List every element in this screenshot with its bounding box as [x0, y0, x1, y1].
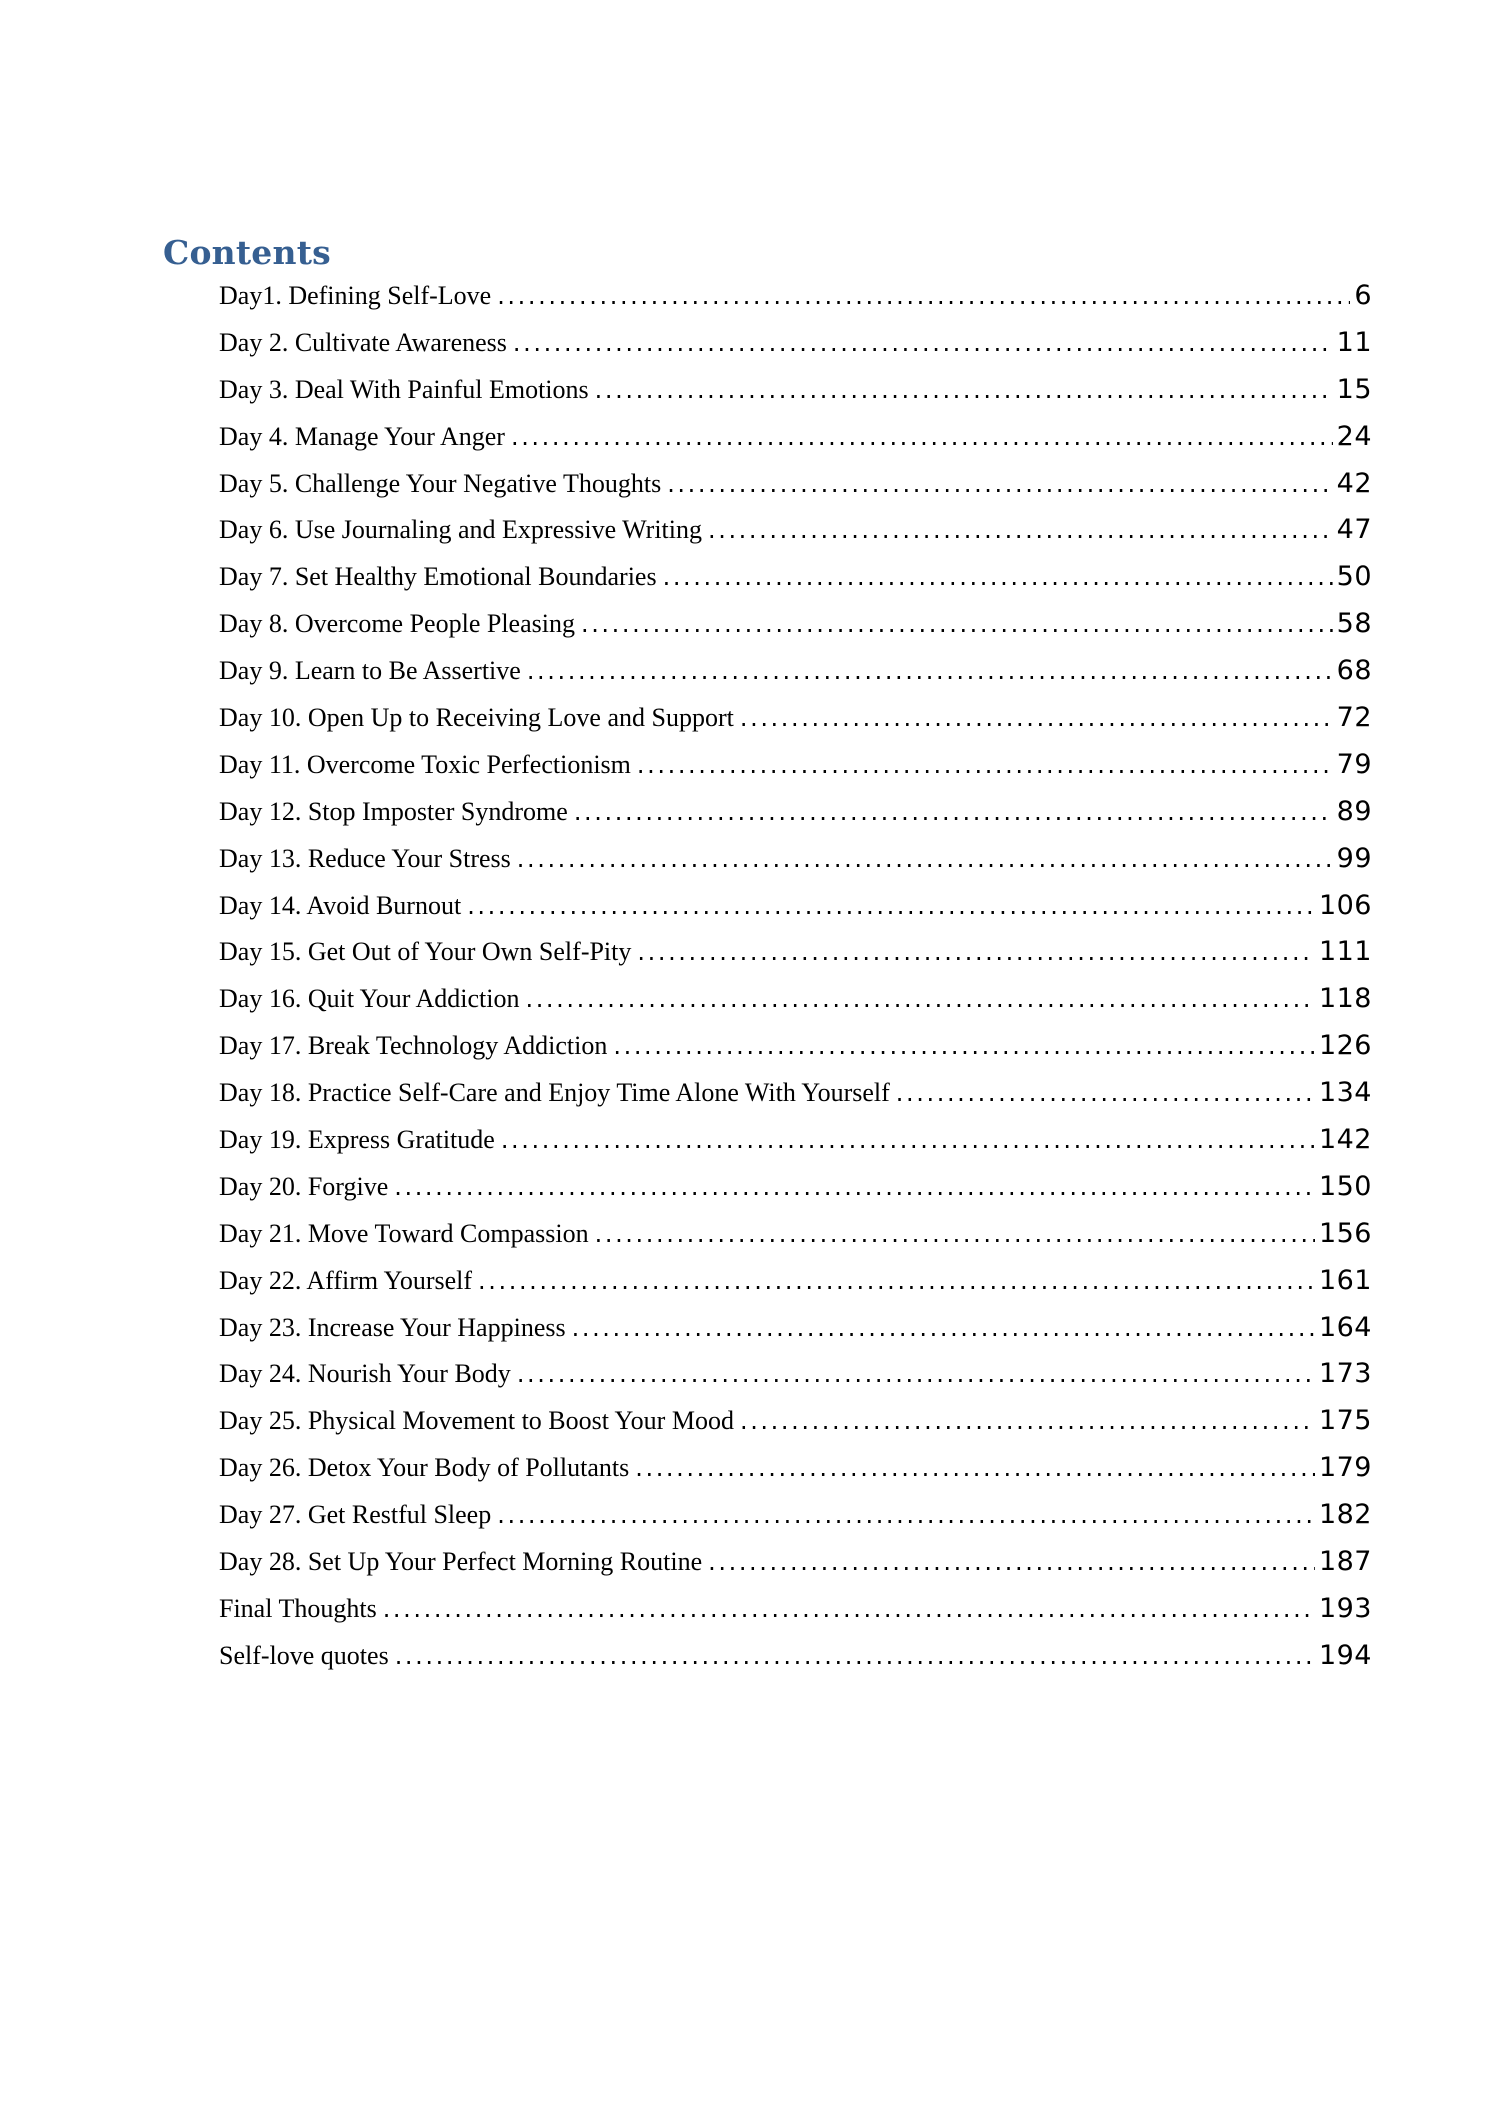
toc-entry[interactable]: [219, 796, 1372, 843]
toc-entry[interactable]: [219, 749, 1372, 796]
toc-entry-page-number: 179: [1318, 1452, 1372, 1484]
toc-entry[interactable]: [219, 608, 1372, 655]
toc-entry-page-number: 173: [1318, 1358, 1372, 1390]
toc-entry-title: Day 20. Forgive: [219, 1171, 389, 1201]
dot-leader: [613, 1034, 1315, 1058]
toc-entry[interactable]: [219, 1452, 1372, 1499]
dot-leader: [525, 987, 1314, 1011]
toc-entry[interactable]: [219, 1358, 1372, 1405]
toc-entry-title: Day 6. Use Journaling and Expressive Writing: [219, 515, 702, 545]
toc-entry-title: Day 4. Manage Your Anger: [219, 421, 505, 451]
toc-entry[interactable]: [219, 514, 1372, 561]
toc-entry-title: Day 24. Nourish Your Body: [219, 1359, 511, 1389]
toc-entry-title: Final Thoughts: [219, 1593, 377, 1623]
toc-entry-page-number: 99: [1336, 842, 1372, 874]
toc-entry-title: Day 18. Practice Self-Care and Enjoy Time Alone With Yourself: [219, 1078, 890, 1108]
toc-entry-title: Day 28. Set Up Your Perfect Morning Routine: [219, 1547, 703, 1577]
toc-entry[interactable]: [219, 1546, 1372, 1593]
toc-entry-title: Day 9. Learn to Be Assertive: [219, 656, 521, 686]
toc-entry[interactable]: [219, 421, 1372, 468]
dot-leader: [635, 1456, 1315, 1480]
dot-leader: [663, 565, 1333, 589]
toc-entry-title: Day 8. Overcome People Pleasing: [219, 609, 575, 639]
toc-entry-title: Day 19. Express Gratitude: [219, 1125, 495, 1155]
toc-entry-title: Day 26. Detox Your Body of Pollutants: [219, 1453, 630, 1483]
toc-entry-page-number: 118: [1318, 983, 1372, 1015]
dot-leader: [527, 659, 1333, 683]
dot-leader: [497, 284, 1350, 308]
toc-entry-page-number: 164: [1318, 1311, 1372, 1343]
toc-entry-title: Day 17. Break Technology Addiction: [219, 1031, 608, 1061]
toc-entry[interactable]: [219, 655, 1372, 702]
toc-entry-title: Day 13. Reduce Your Stress: [219, 843, 511, 873]
toc-entry-page-number: 150: [1318, 1170, 1372, 1202]
dot-leader: [581, 612, 1333, 636]
toc-entry-page-number: 6: [1354, 280, 1372, 311]
toc-entry-page-number: 187: [1318, 1546, 1372, 1578]
toc-entry-page-number: 47: [1336, 514, 1372, 546]
toc-entry-title: Day 12. Stop Imposter Syndrome: [219, 796, 568, 826]
toc-entry-page-number: 182: [1318, 1499, 1372, 1531]
dot-leader: [708, 1550, 1315, 1574]
dot-leader: [497, 1503, 1315, 1527]
toc-entry[interactable]: [219, 1218, 1372, 1265]
toc-entry-title: Day 27. Get Restful Sleep: [219, 1500, 492, 1530]
toc-entry[interactable]: [219, 327, 1372, 374]
dot-leader: [574, 800, 1333, 824]
dot-leader: [517, 1362, 1315, 1386]
toc-entry[interactable]: [219, 374, 1372, 421]
toc-entry[interactable]: [219, 468, 1372, 515]
toc-entry-title: Day 23. Increase Your Happiness: [219, 1312, 566, 1342]
toc-entry-title: Day 16. Quit Your Addiction: [219, 984, 520, 1014]
toc-entry[interactable]: [219, 702, 1372, 749]
dot-leader: [501, 1128, 1315, 1152]
toc-entry-page-number: 194: [1318, 1639, 1372, 1671]
toc-entry-page-number: 175: [1318, 1405, 1372, 1437]
dot-leader: [517, 847, 1333, 871]
dot-leader: [395, 1644, 1315, 1668]
toc-entry-title: Day 5. Challenge Your Negative Thoughts: [219, 468, 662, 498]
dot-leader: [513, 331, 1333, 355]
toc-entry-page-number: 142: [1318, 1124, 1372, 1156]
toc-entry-page-number: 106: [1318, 889, 1372, 921]
toc-entry-page-number: 42: [1336, 467, 1372, 499]
toc-entry-title: Day1. Defining Self-Love: [219, 281, 492, 310]
toc-entry-page-number: 50: [1336, 561, 1372, 593]
toc-entry-page-number: 68: [1336, 655, 1372, 687]
toc-entry-page-number: 15: [1336, 373, 1372, 405]
toc-entry-page-number: 58: [1336, 608, 1372, 640]
toc-entry-page-number: 161: [1318, 1264, 1372, 1296]
toc-entry-title: Day 15. Get Out of Your Own Self-Pity: [219, 937, 632, 967]
toc-entry[interactable]: [219, 1124, 1372, 1171]
dot-leader: [667, 472, 1332, 496]
toc-entry-page-number: 111: [1318, 936, 1372, 968]
toc-entry-title: Day 7. Set Healthy Emotional Boundaries: [219, 562, 657, 592]
toc-entry-page-number: 156: [1318, 1217, 1372, 1249]
toc-entry[interactable]: [219, 1030, 1372, 1077]
dot-leader: [383, 1597, 1315, 1621]
toc-entry[interactable]: [219, 1499, 1372, 1546]
dot-leader: [896, 1081, 1315, 1105]
toc-entry[interactable]: [219, 936, 1372, 983]
dot-leader: [595, 1222, 1315, 1246]
toc-entry-page-number: 134: [1318, 1077, 1372, 1109]
toc-entry[interactable]: [219, 561, 1372, 608]
dot-leader: [595, 378, 1333, 402]
toc-entry-page-number: 126: [1318, 1030, 1372, 1062]
toc-entry-page-number: 11: [1336, 326, 1372, 358]
toc-list: [219, 280, 1372, 1687]
toc-entry-title: Day 21. Move Toward Compassion: [219, 1218, 589, 1248]
dot-leader: [740, 1409, 1315, 1433]
toc-entry-title: Day 14. Avoid Burnout: [219, 890, 462, 920]
toc-entry[interactable]: [219, 1593, 1372, 1640]
toc-entry-title: Day 22. Affirm Yourself: [219, 1265, 473, 1295]
dot-leader: [740, 706, 1333, 730]
toc-entry[interactable]: [219, 983, 1372, 1030]
toc-entry-page-number: 72: [1336, 702, 1372, 734]
toc-entry-page-number: 24: [1336, 420, 1372, 452]
toc-entry[interactable]: [219, 280, 1372, 327]
toc-entry-page-number: 193: [1318, 1592, 1372, 1624]
toc-entry[interactable]: [219, 1405, 1372, 1452]
toc-entry-title: Day 3. Deal With Painful Emotions: [219, 374, 589, 404]
toc-heading: Contents: [163, 233, 331, 272]
toc-entry-title: Day 25. Physical Movement to Boost Your Mood: [219, 1406, 734, 1436]
toc-entry-title: Day 2. Cultivate Awareness: [219, 327, 507, 357]
toc-entry-title: Day 10. Open Up to Receiving Love and Support: [219, 703, 734, 733]
toc-entry[interactable]: [219, 1265, 1372, 1312]
dot-leader: [467, 894, 1315, 918]
toc-entry[interactable]: [219, 1171, 1372, 1218]
toc-entry-title: Day 11. Overcome Toxic Perfectionism: [219, 749, 631, 779]
toc-entry[interactable]: [219, 1640, 1372, 1687]
dot-leader: [572, 1316, 1315, 1340]
dot-leader: [478, 1269, 1315, 1293]
toc-entry-page-number: 89: [1336, 795, 1372, 827]
toc-entry[interactable]: [219, 890, 1372, 937]
toc-entry[interactable]: [219, 1077, 1372, 1124]
dot-leader: [394, 1175, 1315, 1199]
dot-leader: [708, 518, 1333, 542]
dot-leader: [637, 940, 1315, 964]
dot-leader: [511, 425, 1333, 449]
toc-entry[interactable]: [219, 1312, 1372, 1359]
toc-entry-page-number: 79: [1336, 748, 1372, 780]
dot-leader: [637, 753, 1333, 777]
toc-entry[interactable]: [219, 843, 1372, 890]
toc-entry-title: Self-love quotes: [219, 1640, 389, 1670]
